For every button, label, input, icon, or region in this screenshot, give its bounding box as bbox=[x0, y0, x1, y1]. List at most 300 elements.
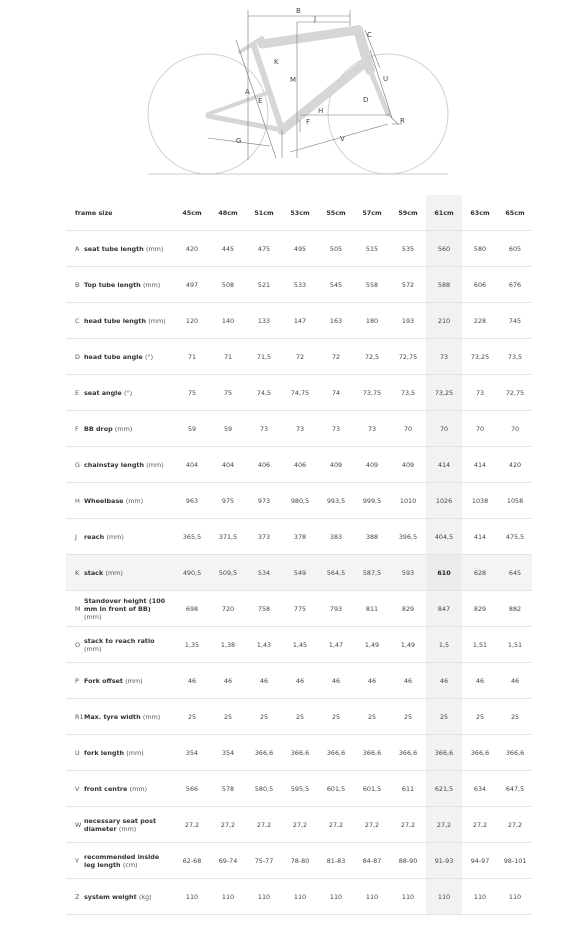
frame-size-label: frame size bbox=[66, 195, 174, 231]
cell-value: 73 bbox=[318, 411, 354, 447]
cell-value: 373 bbox=[246, 519, 282, 555]
row-letter: U bbox=[66, 735, 84, 771]
row-letter: R1 bbox=[66, 699, 84, 735]
cell-value: 993,5 bbox=[318, 483, 354, 519]
cell-value: 110 bbox=[498, 879, 532, 915]
cell-value: 140 bbox=[210, 303, 246, 339]
cell-value: 601,5 bbox=[354, 771, 390, 807]
table-header-row bbox=[66, 195, 532, 231]
cell-value: 73 bbox=[462, 375, 498, 411]
table-row bbox=[66, 411, 532, 447]
cell-value: 72,75 bbox=[498, 375, 532, 411]
cell-value: 383 bbox=[318, 519, 354, 555]
table-row bbox=[66, 843, 532, 879]
dim-label-j: J bbox=[314, 15, 317, 23]
row-letter: A bbox=[66, 231, 84, 267]
cell-value: 1,45 bbox=[282, 627, 318, 663]
table-row bbox=[66, 627, 532, 663]
cell-value: 580,5 bbox=[246, 771, 282, 807]
cell-value: 396,5 bbox=[390, 519, 426, 555]
cell-value: 72 bbox=[318, 339, 354, 375]
row-unit: (mm) bbox=[125, 676, 143, 685]
dim-label-h: H bbox=[318, 107, 324, 115]
cell-value: 366,6 bbox=[390, 735, 426, 771]
table-row bbox=[66, 519, 532, 555]
cell-value: 409 bbox=[390, 447, 426, 483]
cell-value: 829 bbox=[390, 591, 426, 627]
cell-value: 1,35 bbox=[174, 627, 210, 663]
row-letter: H bbox=[66, 483, 84, 519]
cell-value: 110 bbox=[318, 879, 354, 915]
cell-value: 549 bbox=[282, 555, 318, 591]
row-label-text: front centre bbox=[84, 784, 128, 793]
cell-value: 973 bbox=[246, 483, 282, 519]
table-row bbox=[66, 231, 532, 267]
cell-value: 404 bbox=[174, 447, 210, 483]
row-label bbox=[84, 411, 174, 447]
cell-value: 70 bbox=[426, 411, 462, 447]
cell-value: 404,5 bbox=[426, 519, 462, 555]
row-letter: Z bbox=[66, 879, 84, 915]
cell-value: 25 bbox=[246, 699, 282, 735]
cell-value: 497 bbox=[174, 267, 210, 303]
cell-value: 811 bbox=[354, 591, 390, 627]
row-label-text: seat angle bbox=[84, 388, 122, 397]
size-header: 45cm bbox=[174, 195, 210, 231]
cell-value: 535 bbox=[390, 231, 426, 267]
cell-value: 88-90 bbox=[390, 843, 426, 879]
cell-value: 1,49 bbox=[390, 627, 426, 663]
row-label-text: seat tube length bbox=[84, 244, 144, 253]
row-label-text: BB drop bbox=[84, 424, 113, 433]
row-label bbox=[84, 375, 174, 411]
cell-value: 606 bbox=[462, 267, 498, 303]
cell-value: 698 bbox=[174, 591, 210, 627]
dim-label-m: M bbox=[290, 76, 297, 84]
row-label bbox=[84, 807, 174, 843]
cell-value: 27,2 bbox=[498, 807, 532, 843]
cell-value: 25 bbox=[390, 699, 426, 735]
size-header: 55cm bbox=[318, 195, 354, 231]
cell-value: 193 bbox=[390, 303, 426, 339]
row-label bbox=[84, 879, 174, 915]
row-label bbox=[84, 519, 174, 555]
row-unit: (mm) bbox=[129, 784, 148, 793]
cell-value: 94-97 bbox=[462, 843, 498, 879]
cell-value: 25 bbox=[462, 699, 498, 735]
dim-label-c: C bbox=[367, 31, 372, 39]
dim-label-v: V bbox=[340, 135, 345, 143]
cell-value: 46 bbox=[282, 663, 318, 699]
cell-value: 775 bbox=[282, 591, 318, 627]
table-row bbox=[66, 375, 532, 411]
cell-value: 521 bbox=[246, 267, 282, 303]
row-unit: (mm) bbox=[106, 532, 124, 541]
cell-value: 508 bbox=[210, 267, 246, 303]
row-unit: (mm) bbox=[148, 316, 166, 325]
cell-value: 71 bbox=[210, 339, 246, 375]
row-letter: G bbox=[66, 447, 84, 483]
cell-value: 720 bbox=[210, 591, 246, 627]
table-row bbox=[66, 447, 532, 483]
cell-value: 628 bbox=[462, 555, 498, 591]
cell-value: 533 bbox=[282, 267, 318, 303]
row-letter: P bbox=[66, 663, 84, 699]
cell-value: 25 bbox=[210, 699, 246, 735]
cell-value: 414 bbox=[462, 519, 498, 555]
row-label bbox=[84, 231, 174, 267]
cell-value: 475,5 bbox=[498, 519, 532, 555]
table-row bbox=[66, 771, 532, 807]
cell-value: 366,6 bbox=[426, 735, 462, 771]
cell-value: 495 bbox=[282, 231, 318, 267]
row-unit: (mm) bbox=[105, 568, 123, 577]
cell-value: 566 bbox=[174, 771, 210, 807]
cell-value: 414 bbox=[462, 447, 498, 483]
cell-value: 445 bbox=[210, 231, 246, 267]
cell-value: 72 bbox=[282, 339, 318, 375]
row-unit: (mm) bbox=[118, 824, 137, 833]
row-unit: (°) bbox=[123, 388, 133, 397]
cell-value: 409 bbox=[318, 447, 354, 483]
cell-value: 73,75 bbox=[354, 375, 390, 411]
row-letter: Y bbox=[66, 843, 84, 879]
cell-value: 73 bbox=[354, 411, 390, 447]
table-row bbox=[66, 339, 532, 375]
cell-value: 560 bbox=[426, 231, 462, 267]
cell-value: 963 bbox=[174, 483, 210, 519]
cell-value: 46 bbox=[174, 663, 210, 699]
cell-value: 73 bbox=[246, 411, 282, 447]
row-label-text: system weight bbox=[84, 892, 137, 901]
cell-value: 366,6 bbox=[498, 735, 532, 771]
table-row bbox=[66, 483, 532, 519]
cell-value: 505 bbox=[318, 231, 354, 267]
cell-value: 46 bbox=[462, 663, 498, 699]
cell-value: 110 bbox=[462, 879, 498, 915]
cell-value: 71,5 bbox=[246, 339, 282, 375]
cell-value: 46 bbox=[354, 663, 390, 699]
row-unit: (mm) bbox=[125, 496, 144, 505]
cell-value: 27,2 bbox=[246, 807, 282, 843]
cell-value: 1,43 bbox=[246, 627, 282, 663]
table-row bbox=[66, 879, 532, 915]
cell-value: 645 bbox=[498, 555, 532, 591]
cell-value: 647,5 bbox=[498, 771, 532, 807]
cell-value: 414 bbox=[426, 447, 462, 483]
row-label bbox=[84, 843, 174, 879]
dim-label-e: E bbox=[258, 97, 263, 105]
size-header: 48cm bbox=[210, 195, 246, 231]
cell-value: 27,2 bbox=[390, 807, 426, 843]
row-label-text: stack to reach ratio bbox=[84, 636, 155, 645]
cell-value: 46 bbox=[246, 663, 282, 699]
cell-value: 621,5 bbox=[426, 771, 462, 807]
dim-label-d: D bbox=[363, 96, 369, 104]
cell-value: 1,51 bbox=[462, 627, 498, 663]
size-header: 57cm bbox=[354, 195, 390, 231]
cell-value: 366,6 bbox=[354, 735, 390, 771]
cell-value: 999,5 bbox=[354, 483, 390, 519]
cell-value: 25 bbox=[318, 699, 354, 735]
cell-value: 564,5 bbox=[318, 555, 354, 591]
row-label-text: Top tube length bbox=[84, 280, 141, 289]
cell-value: 1,51 bbox=[498, 627, 532, 663]
cell-value: 595,5 bbox=[282, 771, 318, 807]
size-header: 61cm bbox=[426, 195, 462, 231]
cell-value: 27,2 bbox=[282, 807, 318, 843]
cell-value: 110 bbox=[390, 879, 426, 915]
row-label bbox=[84, 483, 174, 519]
row-unit: (mm) bbox=[142, 280, 161, 289]
cell-value: 27,2 bbox=[462, 807, 498, 843]
row-label-text: recommended inside leg length bbox=[84, 852, 160, 869]
dim-label-f: F bbox=[306, 118, 311, 126]
row-label bbox=[84, 303, 174, 339]
cell-value: 59 bbox=[210, 411, 246, 447]
row-label bbox=[84, 267, 174, 303]
dim-label-b: B bbox=[296, 7, 301, 15]
table-row bbox=[66, 735, 532, 771]
cell-value: 46 bbox=[426, 663, 462, 699]
cell-value: 676 bbox=[498, 267, 532, 303]
cell-value: 490,5 bbox=[174, 555, 210, 591]
cell-value: 829 bbox=[462, 591, 498, 627]
cell-value: 366,6 bbox=[246, 735, 282, 771]
cell-value: 147 bbox=[282, 303, 318, 339]
dim-label-u: U bbox=[383, 75, 389, 83]
row-unit: (kg) bbox=[138, 892, 152, 901]
cell-value: 406 bbox=[282, 447, 318, 483]
cell-value: 228 bbox=[462, 303, 498, 339]
cell-value: 70 bbox=[462, 411, 498, 447]
row-unit: (mm) bbox=[84, 644, 102, 653]
table-row bbox=[66, 303, 532, 339]
size-header: 59cm bbox=[390, 195, 426, 231]
table-row bbox=[66, 267, 532, 303]
cell-value: 27,2 bbox=[174, 807, 210, 843]
cell-value: 75 bbox=[210, 375, 246, 411]
cell-value: 110 bbox=[246, 879, 282, 915]
row-unit: (mm) bbox=[145, 244, 164, 253]
cell-value: 27,2 bbox=[210, 807, 246, 843]
size-header: 65cm bbox=[498, 195, 532, 231]
row-label-text: Max. tyre width bbox=[84, 712, 141, 721]
cell-value: 25 bbox=[282, 699, 318, 735]
row-letter: K bbox=[66, 555, 84, 591]
cell-value: 354 bbox=[210, 735, 246, 771]
cell-value: 847 bbox=[426, 591, 462, 627]
cell-value: 378 bbox=[282, 519, 318, 555]
cell-value: 46 bbox=[498, 663, 532, 699]
cell-value: 72,5 bbox=[354, 339, 390, 375]
cell-value: 420 bbox=[174, 231, 210, 267]
cell-value: 975 bbox=[210, 483, 246, 519]
cell-value: 91-93 bbox=[426, 843, 462, 879]
cell-value: 46 bbox=[210, 663, 246, 699]
size-header: 63cm bbox=[462, 195, 498, 231]
cell-value: 110 bbox=[210, 879, 246, 915]
size-header: 51cm bbox=[246, 195, 282, 231]
cell-value: 420 bbox=[498, 447, 532, 483]
cell-value: 758 bbox=[246, 591, 282, 627]
bike-geometry-diagram bbox=[0, 0, 582, 195]
cell-value: 745 bbox=[498, 303, 532, 339]
cell-value: 1,49 bbox=[354, 627, 390, 663]
cell-value: 406 bbox=[246, 447, 282, 483]
table-row bbox=[66, 807, 532, 843]
cell-value: 1,5 bbox=[426, 627, 462, 663]
cell-value: 587,5 bbox=[354, 555, 390, 591]
cell-value: 601,5 bbox=[318, 771, 354, 807]
dim-label-a: A bbox=[245, 88, 250, 96]
cell-value: 354 bbox=[174, 735, 210, 771]
cell-value: 882 bbox=[498, 591, 532, 627]
row-label-text: Wheelbase bbox=[84, 496, 124, 505]
row-unit: (mm) bbox=[146, 460, 164, 469]
row-letter: O bbox=[66, 627, 84, 663]
row-unit: (mm) bbox=[114, 424, 133, 433]
cell-value: 509,5 bbox=[210, 555, 246, 591]
row-label bbox=[84, 447, 174, 483]
cell-value: 610 bbox=[426, 555, 462, 591]
cell-value: 25 bbox=[426, 699, 462, 735]
cell-value: 163 bbox=[318, 303, 354, 339]
cell-value: 110 bbox=[354, 879, 390, 915]
cell-value: 73,25 bbox=[426, 375, 462, 411]
cell-value: 75 bbox=[174, 375, 210, 411]
dim-label-k: K bbox=[274, 58, 279, 66]
row-letter: W bbox=[66, 807, 84, 843]
cell-value: 75-77 bbox=[246, 843, 282, 879]
cell-value: 366,6 bbox=[318, 735, 354, 771]
row-label-text: fork length bbox=[84, 748, 125, 757]
row-letter: J bbox=[66, 519, 84, 555]
cell-value: 98-101 bbox=[498, 843, 532, 879]
cell-value: 1010 bbox=[390, 483, 426, 519]
cell-value: 74 bbox=[318, 375, 354, 411]
table-row bbox=[66, 555, 532, 591]
cell-value: 558 bbox=[354, 267, 390, 303]
row-label-text: chainstay length bbox=[84, 460, 145, 469]
table-row bbox=[66, 699, 532, 735]
row-label bbox=[84, 735, 174, 771]
cell-value: 25 bbox=[498, 699, 532, 735]
row-letter: D bbox=[66, 339, 84, 375]
cell-value: 578 bbox=[210, 771, 246, 807]
cell-value: 365,5 bbox=[174, 519, 210, 555]
cell-value: 27,2 bbox=[426, 807, 462, 843]
cell-value: 73,5 bbox=[498, 339, 532, 375]
row-label bbox=[84, 591, 174, 627]
cell-value: 110 bbox=[282, 879, 318, 915]
cell-value: 84-87 bbox=[354, 843, 390, 879]
cell-value: 73,5 bbox=[390, 375, 426, 411]
cell-value: 588 bbox=[426, 267, 462, 303]
cell-value: 545 bbox=[318, 267, 354, 303]
cell-value: 1,47 bbox=[318, 627, 354, 663]
table-row bbox=[66, 591, 532, 627]
cell-value: 180 bbox=[354, 303, 390, 339]
row-label bbox=[84, 663, 174, 699]
row-letter: C bbox=[66, 303, 84, 339]
row-letter: V bbox=[66, 771, 84, 807]
cell-value: 366,6 bbox=[462, 735, 498, 771]
cell-value: 71 bbox=[174, 339, 210, 375]
geometry-table-body bbox=[66, 195, 532, 915]
cell-value: 25 bbox=[354, 699, 390, 735]
cell-value: 133 bbox=[246, 303, 282, 339]
cell-value: 27,2 bbox=[354, 807, 390, 843]
row-label-text: Fork offset bbox=[84, 676, 123, 685]
row-unit: (mm) bbox=[126, 748, 144, 757]
cell-value: 62-68 bbox=[174, 843, 210, 879]
cell-value: 1038 bbox=[462, 483, 498, 519]
cell-value: 404 bbox=[210, 447, 246, 483]
cell-value: 475 bbox=[246, 231, 282, 267]
cell-value: 1026 bbox=[426, 483, 462, 519]
cell-value: 110 bbox=[174, 879, 210, 915]
row-unit: (°) bbox=[144, 352, 154, 361]
cell-value: 70 bbox=[498, 411, 532, 447]
row-label bbox=[84, 699, 174, 735]
row-label-text: reach bbox=[84, 532, 105, 541]
row-letter: F bbox=[66, 411, 84, 447]
cell-value: 46 bbox=[318, 663, 354, 699]
cell-value: 210 bbox=[426, 303, 462, 339]
cell-value: 81-83 bbox=[318, 843, 354, 879]
cell-value: 371,5 bbox=[210, 519, 246, 555]
cell-value: 73 bbox=[282, 411, 318, 447]
cell-value: 1058 bbox=[498, 483, 532, 519]
cell-value: 793 bbox=[318, 591, 354, 627]
cell-value: 73,25 bbox=[462, 339, 498, 375]
row-label-text: head tube length bbox=[84, 316, 146, 325]
cell-value: 409 bbox=[354, 447, 390, 483]
cell-value: 25 bbox=[174, 699, 210, 735]
row-label bbox=[84, 627, 174, 663]
row-label bbox=[84, 771, 174, 807]
table-row bbox=[66, 663, 532, 699]
cell-value: 388 bbox=[354, 519, 390, 555]
cell-value: 366,6 bbox=[282, 735, 318, 771]
cell-value: 580 bbox=[462, 231, 498, 267]
cell-value: 515 bbox=[354, 231, 390, 267]
cell-value: 110 bbox=[426, 879, 462, 915]
row-label bbox=[84, 555, 174, 591]
row-label-text: Standover height (100 mm in front of BB) bbox=[84, 596, 166, 613]
cell-value: 69-74 bbox=[210, 843, 246, 879]
cell-value: 72,75 bbox=[390, 339, 426, 375]
row-label-text: stack bbox=[84, 568, 104, 577]
row-label-text: necessary seat post diameter bbox=[84, 816, 157, 833]
cell-value: 605 bbox=[498, 231, 532, 267]
row-letter: E bbox=[66, 375, 84, 411]
cell-value: 70 bbox=[390, 411, 426, 447]
cell-value: 46 bbox=[390, 663, 426, 699]
cell-value: 59 bbox=[174, 411, 210, 447]
cell-value: 120 bbox=[174, 303, 210, 339]
cell-value: 27,2 bbox=[318, 807, 354, 843]
cell-value: 534 bbox=[246, 555, 282, 591]
cell-value: 593 bbox=[390, 555, 426, 591]
cell-value: 1,38 bbox=[210, 627, 246, 663]
row-letter: M bbox=[66, 591, 84, 627]
row-letter: B bbox=[66, 267, 84, 303]
dim-label-r: R bbox=[400, 117, 405, 125]
row-label-text: head tube angle bbox=[84, 352, 143, 361]
cell-value: 78-80 bbox=[282, 843, 318, 879]
